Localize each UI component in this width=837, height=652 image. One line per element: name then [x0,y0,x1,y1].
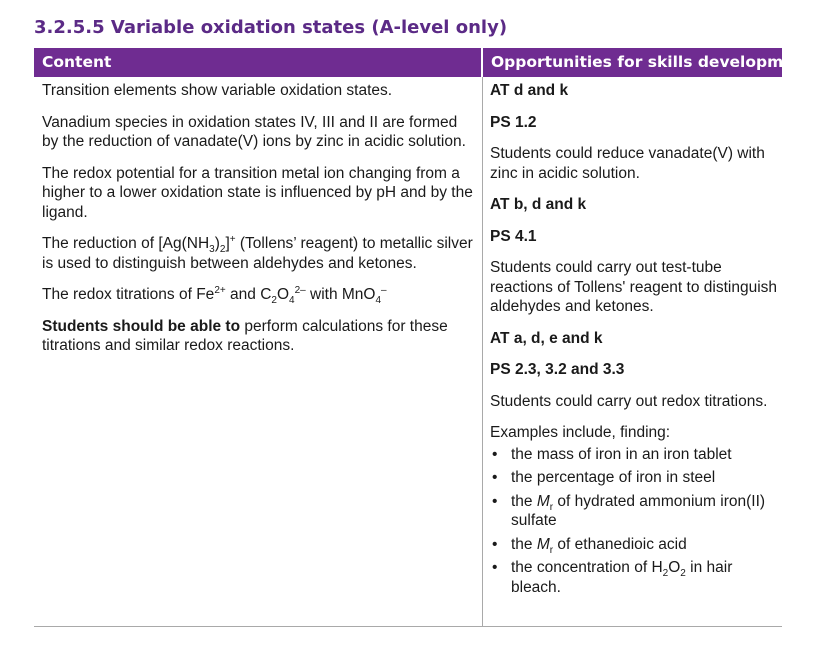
list-item: • the $M_r$ of hydrated ammonium iron(II) sulfate [490,492,780,531]
content-paragraph: Transition elements show variable oxidation states. [42,82,393,99]
skill-description: Students could carry out redox titrations. [490,392,768,410]
content-column [42,81,474,356]
column-header-skills: Opportunities for skills development [483,48,782,77]
content-paragraph-calculations: Students should be able to perform calculations for these titrations and similar redox reactions. [42,317,448,354]
content-paragraph-tollens: The reduction of $[Ag(NH_3)_2]^+$ (Tollens’ reagent) to metallic silver is used to distinguish between aldehydes and ketones. [42,233,473,272]
column-header-content: Content [34,48,481,77]
list-item: • the percentage of iron in steel [490,468,780,488]
examples-list [490,445,780,598]
skill-code: AT b, d and k [490,196,587,213]
section-title: 3.2.5.5 Variable oxidation states (A-level only) [34,17,508,38]
examples-intro: Examples include, finding: [490,424,671,441]
skill-code: AT a, d, e and k [490,329,603,347]
column-divider [482,77,483,626]
skill-description: Students could carry out test-tube reactions of Tollens' reagent to distinguish aldehydes and ketones. [490,259,778,315]
list-item: • the concentration of $H_2O_2$ in hair bleach. [490,558,780,597]
list-item: • the mass of iron in an iron tablet [490,445,780,465]
skill-code: AT d and k [490,82,569,99]
content-paragraph: Vanadium species in oxidation states IV, III and II are formed by the reduction of vanadate(V) ions by zinc in acidic solution. [42,113,466,150]
skill-description: Students could reduce vanadate(V) with zinc in acidic solution. [490,145,765,182]
list-item: • the $M_r$ of ethanedioic acid [490,535,780,555]
skill-code: PS 4.1 [490,227,537,245]
content-paragraph-redox-titrations: The redox titrations of $Fe^{2+}$ and $C_2O_4^{2-}$ with MnO$_4$– [42,284,387,307]
skills-column [490,81,780,597]
skill-code: PS 1.2 [490,113,537,131]
table-bottom-rule [34,626,782,627]
content-paragraph: The redox potential for a transition metal ion changing from a higher to a lower oxidation state is influenced by pH and by the ligand. [42,164,473,221]
skill-code: PS 2.3, 3.2 and 3.3 [490,361,625,378]
